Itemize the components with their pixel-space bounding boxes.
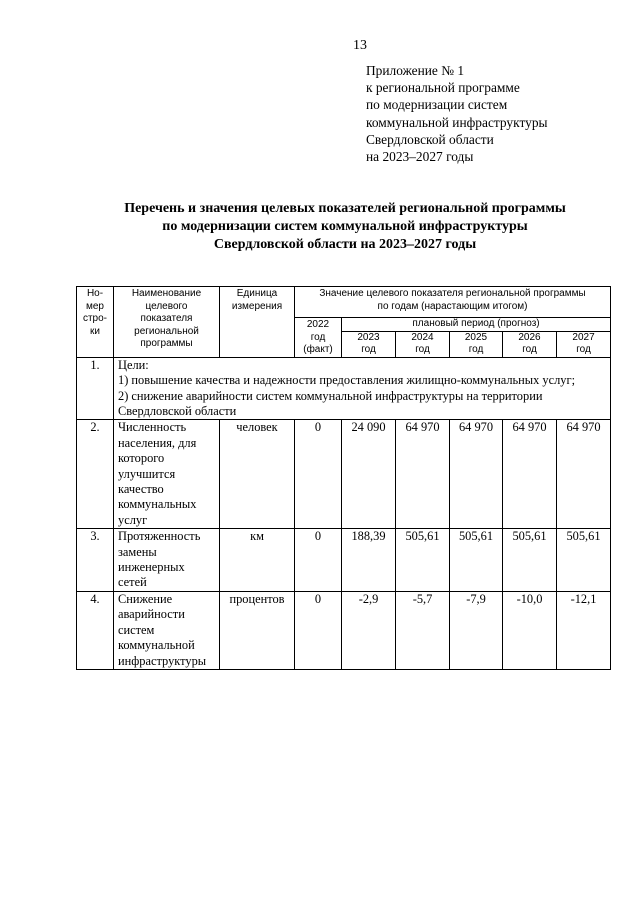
table-row [77,420,611,529]
indicator-name: Снижение аварийности систем коммунальной инфраструктуры [114,591,220,669]
table-row [77,591,611,669]
header-fact-2022: 2022 год (факт) [295,318,342,358]
appendix-line: на 2023–2027 годы [366,149,474,165]
value-2027: 64 970 [557,420,611,529]
appendix-line: Свердловской области [366,131,494,147]
table-row [77,529,611,592]
header-year-2024: 2024 год [396,331,450,357]
header-year-2027: 2027 год [557,331,611,357]
row-number: 4. [77,591,114,669]
row-number: 3. [77,529,114,592]
unit: процентов [220,591,295,669]
value-2026: 505,61 [503,529,557,592]
unit: км [220,529,295,592]
header-values-group: Значение целевого показателя региональной программы по годам (нарастающим итогом) [295,287,611,318]
fact-2022: 0 [295,529,342,592]
appendix-line: Приложение № 1 [366,63,465,78]
appendix-line: коммунальной инфраструктуры [366,114,548,130]
page-number: 13 [353,38,367,53]
indicator-name: Протяженность замены инженерных сетей [114,529,220,592]
value-2025: 64 970 [450,420,503,529]
goals-line: 2) снижение аварийности систем коммунальной инфраструктуры на территории [118,388,543,403]
value-2027: 505,61 [557,529,611,592]
appendix-block [366,62,548,165]
document-title [60,200,630,254]
title-line: Перечень и значения целевых показателей региональной программы [124,201,566,216]
value-2026: -10,0 [503,591,557,669]
header-unit: Единица измерения [220,287,295,358]
value-2023: -2,9 [342,591,396,669]
header-row-number: Но- мер стро- ки [77,287,114,358]
value-2027: -12,1 [557,591,611,669]
value-2023: 188,39 [342,529,396,592]
row-number: 2. [77,420,114,529]
value-2024: -5,7 [396,591,450,669]
title-line: Свердловской области на 2023–2027 годы [213,237,477,252]
header-indicator-name: Наименование целевого показателя региональной программы [114,287,220,358]
fact-2022: 0 [295,420,342,529]
appendix-line: к региональной программе [366,80,520,96]
value-2024: 64 970 [396,420,450,529]
value-2024: 505,61 [396,529,450,592]
goals-text [114,357,611,420]
header-year-2026: 2026 год [503,331,557,357]
value-2025: 505,61 [450,529,503,592]
indicator-name: Численность населения, для которого улучшится качество коммунальных услуг [114,420,220,529]
value-2025: -7,9 [450,591,503,669]
goals-line: Свердловской области [118,404,237,418]
title-line: по модернизации систем коммунальной инфраструктуры [162,219,528,234]
appendix-line: по модернизации систем [366,97,508,113]
table-row-goals [77,357,611,420]
header-year-2025: 2025 год [450,331,503,357]
goals-line: Цели: [118,357,149,372]
fact-2022: 0 [295,591,342,669]
value-2023: 24 090 [342,420,396,529]
header-year-2023: 2023 год [342,331,396,357]
value-2026: 64 970 [503,420,557,529]
header-planned-period: плановый период (прогноз) [342,318,611,332]
row-number: 1. [77,357,114,420]
indicators-table [76,286,611,670]
goals-line: 1) повышение качества и надежности предоставления жилищно-коммунальных услуг; [118,373,576,388]
unit: человек [220,420,295,529]
